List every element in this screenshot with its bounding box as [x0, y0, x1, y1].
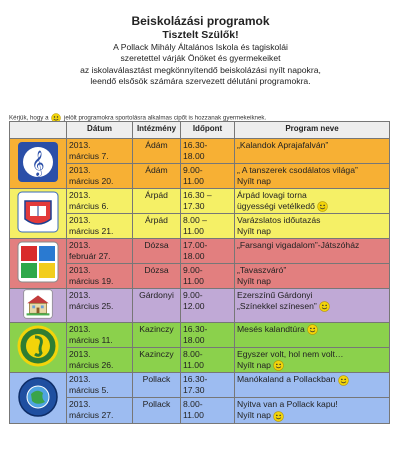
time-start: 9.00- — [183, 265, 203, 276]
program-table — [9, 121, 390, 424]
date-day: március 5. — [69, 385, 109, 396]
date-day: március 20. — [69, 176, 114, 186]
date-day: március 19. — [69, 276, 114, 287]
date-year: 2013. — [69, 140, 91, 150]
pollack-globe-logo-icon — [17, 376, 59, 421]
institution-cell: Ádám — [133, 139, 181, 164]
school-logo-cell — [10, 239, 67, 289]
time-cell — [181, 239, 235, 264]
program-title: Ezerszínű Gárdonyi — [237, 290, 313, 301]
smiley-icon — [273, 411, 284, 422]
date-year: 2013. — [69, 215, 91, 226]
institution-cell: Dózsa — [133, 264, 181, 289]
date-cell — [67, 373, 133, 398]
table-row — [10, 189, 390, 214]
date-cell — [67, 348, 133, 373]
column-header-institution: Intézmény — [133, 122, 181, 139]
table-row — [10, 323, 390, 348]
program-title: Nyitva van a Pollack kapu! — [237, 399, 338, 410]
date-day: március 11. — [69, 335, 113, 346]
school-logo-cell — [10, 323, 67, 373]
document-header — [0, 14, 401, 88]
table-row — [10, 348, 390, 373]
date-cell — [67, 139, 133, 164]
time-start: 16.30- — [183, 374, 208, 385]
program-title: „Tavaszváró” — [237, 265, 287, 276]
intro-line-3: az iskolaválasztást megkönnyítendő beiskolázási nyílt napokra, — [80, 64, 321, 75]
program-title: Varázslatos időutazás — [237, 215, 321, 226]
time-start: 16.30- — [183, 324, 208, 335]
program-subtitle: Nyílt nap — [237, 226, 271, 237]
smiley-icon — [307, 324, 318, 335]
program-title: Mesés kalandtúra — [237, 324, 305, 335]
date-cell — [67, 214, 133, 239]
time-start: 8.00 – — [183, 215, 207, 226]
smiley-icon — [319, 301, 330, 312]
seahorse-logo-icon — [17, 325, 59, 370]
program-cell — [235, 398, 390, 423]
date-year: 2013. — [69, 324, 91, 335]
program-subtitle: Nyílt nap — [237, 176, 271, 186]
book-crest-logo-icon — [17, 191, 59, 236]
time-cell — [181, 189, 235, 214]
program-title: Manókaland a Pollackban — [237, 374, 336, 385]
institution-cell: Kazinczy — [133, 323, 181, 348]
time-end: 17.30 — [183, 385, 205, 396]
school-logo-cell — [10, 373, 67, 423]
institution-cell: Pollack — [133, 373, 181, 398]
institution-cell: Pollack — [133, 398, 181, 423]
time-cell — [181, 348, 235, 373]
program-cell — [235, 348, 390, 373]
program-cell — [235, 289, 390, 323]
program-subtitle: „Színekkel színesen” — [237, 301, 317, 312]
date-cell — [67, 323, 133, 348]
time-end: 11.00 — [183, 276, 204, 287]
institution-cell: Ádám — [133, 164, 181, 189]
time-end: 12.00 — [183, 301, 205, 312]
institution-cell: Dózsa — [133, 239, 181, 264]
date-cell — [67, 239, 133, 264]
time-cell — [181, 139, 235, 164]
date-year: 2013. — [69, 399, 91, 410]
institution-cell: Gárdonyi — [133, 289, 181, 323]
program-title: „Farsangi vigadalom”-Játszóház — [237, 240, 360, 251]
date-cell — [67, 264, 133, 289]
school-logo-cell — [10, 289, 67, 323]
program-subtitle: ügyességi vetélkedő — [237, 201, 315, 211]
time-cell — [181, 373, 235, 398]
program-cell — [235, 139, 390, 164]
program-title: „ A tanszerek csodálatos világa” — [237, 165, 358, 175]
program-cell — [235, 214, 390, 239]
program-cell — [235, 239, 390, 264]
date-year: 2013. — [69, 290, 91, 301]
time-cell — [181, 214, 235, 239]
program-subtitle: Nyílt nap — [237, 360, 271, 371]
note-text-after: jelölt programokra sportolásra alkalmas cipőt is hozzanak gyermekeiknek. — [64, 114, 267, 122]
column-header-time: Időpont — [181, 122, 235, 139]
time-cell — [181, 323, 235, 348]
greeting: Tisztelt Szülők! — [162, 29, 239, 41]
school-building-logo-icon — [23, 289, 53, 322]
column-header-program: Program neve — [235, 122, 390, 139]
date-day: március 6. — [69, 201, 109, 211]
music-clef-logo-icon — [17, 141, 59, 186]
date-day: március 7. — [69, 151, 109, 161]
date-day: március 27. — [69, 410, 114, 421]
school-logo-cell — [10, 189, 67, 239]
institution-cell: Kazinczy — [133, 348, 181, 373]
time-end: 11.00 — [183, 360, 204, 371]
column-header-logo — [10, 122, 67, 139]
date-cell — [67, 289, 133, 323]
date-cell — [67, 398, 133, 423]
time-start: 8.00- — [183, 349, 203, 360]
intro-line-2: szeretettel várják Önöket és gyermekeiket — [120, 53, 281, 64]
table-row — [10, 164, 390, 189]
school-logo-cell — [10, 139, 67, 189]
table-row — [10, 214, 390, 239]
flags-logo-icon — [17, 241, 59, 286]
program-subtitle: Nyílt nap — [237, 276, 271, 287]
program-title: Árpád lovagi torna — [237, 190, 307, 200]
program-cell — [235, 189, 390, 214]
note-text-before: Kérjük, hogy a — [9, 114, 49, 122]
time-end: 17.30 — [183, 201, 205, 211]
svg-text:𝄞: 𝄞 — [31, 151, 45, 176]
program-cell — [235, 264, 390, 289]
program-cell — [235, 323, 390, 348]
table-row — [10, 139, 390, 164]
table-row — [10, 398, 390, 423]
date-year: 2013. — [69, 165, 91, 175]
time-start: 17.00- — [183, 240, 208, 251]
smiley-icon — [338, 375, 349, 386]
time-cell — [181, 398, 235, 423]
program-cell — [235, 164, 390, 189]
date-day: március 25. — [69, 301, 114, 312]
time-cell — [181, 164, 235, 189]
date-cell — [67, 164, 133, 189]
column-header-date: Dátum — [67, 122, 133, 139]
date-year: 2013. — [69, 265, 91, 276]
intro-line-1: A Pollack Mihály Általános Iskola és tagiskolái — [113, 42, 288, 52]
date-year: 2013. — [69, 349, 91, 360]
time-end: 11.00 — [183, 226, 204, 237]
date-cell — [67, 189, 133, 214]
table-row — [10, 289, 390, 323]
time-end: 18.00 — [183, 251, 205, 262]
institution-cell: Árpád — [133, 189, 181, 214]
time-end: 11.00 — [183, 410, 204, 421]
time-start: 9.00- — [183, 290, 203, 301]
time-end: 18.00 — [183, 151, 205, 161]
intro-line-4: leendő elsősök számára szervezett délutáni programokra. — [90, 76, 311, 87]
program-title: „Kalandok Aprajafalván” — [237, 140, 329, 150]
time-start: 16.30- — [183, 140, 208, 150]
time-end: 18.00 — [183, 335, 205, 346]
program-cell — [235, 373, 390, 398]
date-day: március 21. — [69, 226, 114, 237]
table-header-row — [10, 122, 390, 139]
program-subtitle: Nyílt nap — [237, 410, 271, 421]
table-row — [10, 264, 390, 289]
time-end: 11.00 — [183, 176, 204, 186]
time-cell — [181, 264, 235, 289]
program-title: Egyszer volt, hol nem volt… — [237, 349, 344, 360]
page-title: Beiskolázási programok — [131, 14, 270, 28]
time-cell — [181, 289, 235, 323]
date-year: 2013. — [69, 374, 91, 385]
time-start: 8.00- — [183, 399, 203, 410]
smiley-icon — [273, 360, 284, 371]
date-year: 2013. — [69, 240, 91, 251]
table-row — [10, 373, 390, 398]
date-year: 2013. — [69, 190, 91, 200]
time-start: 16.30 – — [183, 190, 212, 200]
institution-cell: Árpád — [133, 214, 181, 239]
table-row — [10, 239, 390, 264]
time-start: 9.00- — [183, 165, 203, 175]
date-day: március 26. — [69, 360, 114, 371]
date-day: február 27. — [69, 251, 111, 262]
smiley-icon — [317, 201, 328, 212]
